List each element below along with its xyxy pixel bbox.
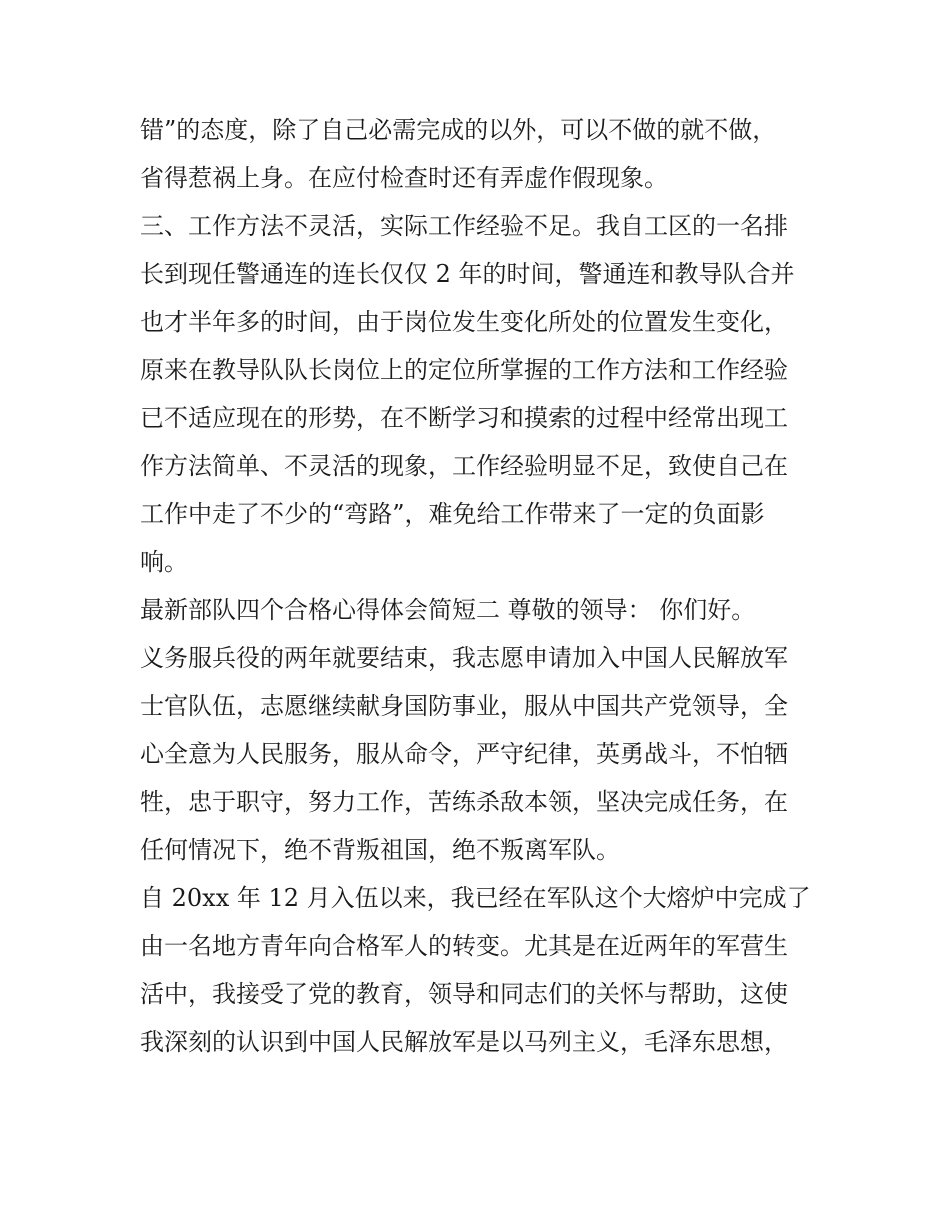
text-line: 义务服兵役的两年就要结束，我志愿申请加入中国人民解放军 [140,644,788,672]
text-line: 已不适应现在的形势，在不断学习和摸索的过程中经常出现工 [140,404,788,432]
text-line: 三、工作方法不灵活，实际工作经验不足。我自工区的一名排 [140,212,788,240]
text-line: 活中，我接受了党的教育，领导和同志们的关怀与帮助，这使 [140,980,788,1008]
text-line: 我深刻的认识到中国人民解放军是以马列主义，毛泽东思想， [140,1028,788,1056]
document-body [140,106,820,1066]
text-line: 士官队伍，志愿继续献身国防事业，服从中国共产党领导，全 [140,692,788,720]
text-line: 也才半年多的时间，由于岗位发生变化所处的位置发生变化， [140,308,788,336]
text-line: 任何情况下，绝不背叛祖国，绝不叛离军队。 [140,836,620,864]
section-heading-line: 最新部队四个合格心得体会简短二 尊敬的领导： 你们好。 [140,596,756,624]
text-line: 牲，忠于职守，努力工作，苦练杀敌本领，坚决完成任务，在 [140,788,788,816]
text-line: 自 20xx 年 12 月入伍以来，我已经在军队这个大熔炉中完成了 [140,884,811,912]
text-line: 心全意为人民服务，服从命令，严守纪律，英勇战斗，不怕牺 [140,740,788,768]
text-line: 原来在教导队队长岗位上的定位所掌握的工作方法和工作经验 [140,356,788,384]
text-line: 响。 [140,548,188,576]
text-line: 长到现任警通连的连长仅仅 2 年的时间，警通连和教导队合并 [140,260,795,288]
text-line: 由一名地方青年向合格军人的转变。尤其是在近两年的军营生 [140,932,788,960]
text-line: 作方法简单、不灵活的现象，工作经验明显不足，致使自己在 [140,452,788,480]
text-line: 错”的态度，除了自己必需完成的以外，可以不做的就不做， [140,116,777,144]
text-line: 省得惹祸上身。在应付检查时还有弄虚作假现象。 [140,164,668,192]
text-line: 工作中走了不少的“弯路”，难免给工作带来了一定的负面影 [140,500,765,528]
